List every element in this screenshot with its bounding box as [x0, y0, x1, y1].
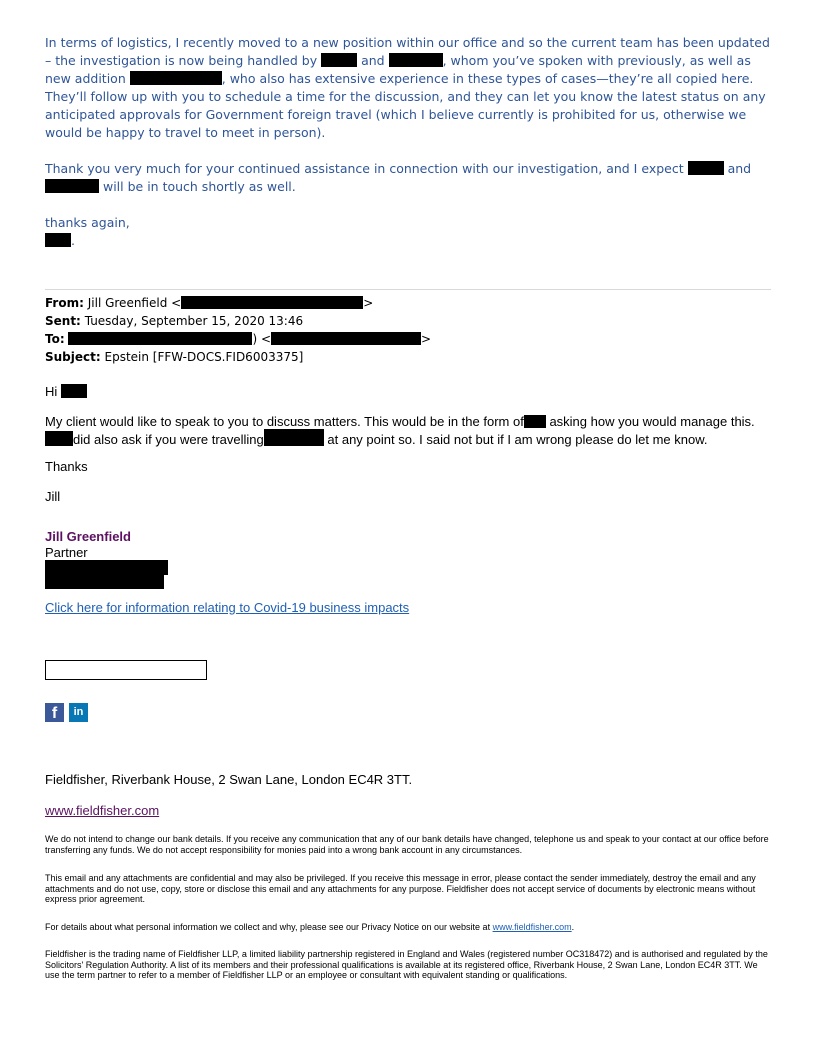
original-thanks: Thanks: [45, 459, 88, 474]
sent-label: Sent:: [45, 314, 81, 328]
divider: [45, 289, 771, 290]
redaction-block: [130, 71, 222, 85]
subject-line: [45, 348, 431, 366]
privacy-text: For details about what personal information we collect and why, please see our Privacy Notice on our website at: [45, 922, 491, 932]
website-link[interactable]: www.fieldfisher.com: [45, 803, 160, 818]
confidentiality-notice: This email and any attachments are confidential and may also be privileged. If you receive this message in error, please contact the sender immediately, destroy the email and any attachments and do not use, copy, store or disclose this email and any attachments for any purpose. Fieldfisher does not accept service of documents by electronic means without express prior agreement.: [45, 873, 756, 904]
legal-notice: Fieldfisher is the trading name of Fieldfisher LLP, a limited liability partnership registered in England and Wales (registered number OC318472) and is authorised and regulated by the Solicitors' Regulation Authority. A list of its members and their professional qualifications is available at its registered office, Riverbank House, 2 Swan Lane, London EC4R 3TT. We use the term partner to refer to a member of Fieldfisher LLP or an employee or consultant with equivalent standing or qualifications.: [45, 949, 768, 980]
from-label: From:: [45, 296, 84, 310]
reply-text: and: [361, 53, 385, 68]
to-label: To:: [45, 332, 65, 346]
redaction-block: [45, 179, 99, 193]
redaction-block: [45, 560, 168, 575]
linkedin-glyph: in: [73, 706, 84, 718]
company-address: Fieldfisher, Riverbank House, 2 Swan Lane, London EC4R 3TT.: [45, 772, 413, 787]
reply-signoff: [45, 232, 773, 250]
facebook-glyph: f: [51, 705, 58, 722]
to-close: >: [421, 332, 432, 346]
reply-text: will be in touch shortly as well.: [102, 179, 296, 194]
redaction-block: [688, 161, 724, 175]
subject-label: Subject:: [45, 350, 101, 364]
sent-value: Tuesday, September 15, 2020 13:46: [84, 314, 304, 328]
reply-text: and: [727, 161, 752, 176]
reply-paragraph-logistics: [45, 34, 773, 142]
original-text: My client would like to speak to you to discuss matters. This would be in the form of: [45, 414, 524, 429]
greeting-text: Hi: [45, 384, 58, 399]
bank-notice: We do not intend to change our bank details. If you receive any communication that any of our bank details have changed, telephone us and speak to your contact at our office before transferring any funds. We do not accept responsibility for monies paid into a wrong bank account in any circumstances.: [45, 834, 769, 855]
privacy-end: .: [571, 922, 575, 932]
greeting-line: [45, 384, 87, 399]
image-placeholder: [45, 660, 207, 680]
original-body: [45, 414, 773, 447]
from-value: Jill Greenfield <: [87, 296, 182, 310]
reply-text: .: [71, 233, 75, 248]
reply-text: , whom you’ve spoken with previously, as well as new addition: [45, 53, 751, 86]
email-header: [45, 294, 431, 366]
covid-info-link[interactable]: Click here for information relating to Covid-19 business impacts: [45, 600, 410, 615]
privacy-notice: [45, 922, 773, 933]
original-text: did also ask if you were travelling: [73, 432, 264, 447]
from-line: [45, 294, 431, 312]
signature-name: Jill Greenfield: [45, 529, 131, 544]
redaction-block: [271, 332, 421, 345]
subject-value: Epstein [FFW-DOCS.FID6003375]: [104, 350, 304, 364]
original-text: at any point so. I said not but if I am wrong please do let me know.: [327, 432, 708, 447]
redaction-block: [68, 332, 252, 345]
original-text: asking how you would manage this.: [549, 414, 755, 429]
reply-text: In terms of logistics, I recently moved to a new position within our office and so the current team has been updated – the investigation is now being handled by: [45, 35, 770, 68]
redaction-block: [389, 53, 443, 67]
reply-text: Thank you very much for your continued assistance in connection with our investigation, and I expect: [45, 161, 684, 176]
original-signoff: Jill: [45, 489, 61, 504]
signature-title: Partner: [45, 545, 88, 560]
redaction-block: [45, 575, 164, 589]
to-line: [45, 330, 431, 348]
linkedin-icon[interactable]: [69, 703, 88, 722]
redaction-block: [181, 296, 363, 309]
reply-text: , who also has extensive experience in these types of cases—they’re all copied here. They’ll follow up with you to schedule a time for the discussion, and they can let you know the latest status on any anticipated approvals for Government foreign travel (which I believe currently is prohibited for us, otherwise we would be happy to travel to meet in person).: [45, 71, 766, 140]
sent-line: [45, 312, 431, 330]
redaction-block: [524, 415, 546, 428]
redaction-block: [45, 431, 73, 446]
redaction-block: [61, 384, 87, 398]
redaction-block: [264, 429, 324, 446]
redaction-block: [45, 233, 71, 247]
reply-paragraph-thanks: [45, 160, 773, 196]
facebook-icon[interactable]: [45, 703, 64, 722]
redaction-block: [321, 53, 357, 67]
reply-body: [45, 34, 773, 250]
privacy-link[interactable]: www.fieldfisher.com: [492, 922, 572, 932]
from-close: >: [363, 296, 374, 310]
to-mid: ) <: [252, 332, 272, 346]
reply-closing: thanks again,: [45, 215, 130, 230]
